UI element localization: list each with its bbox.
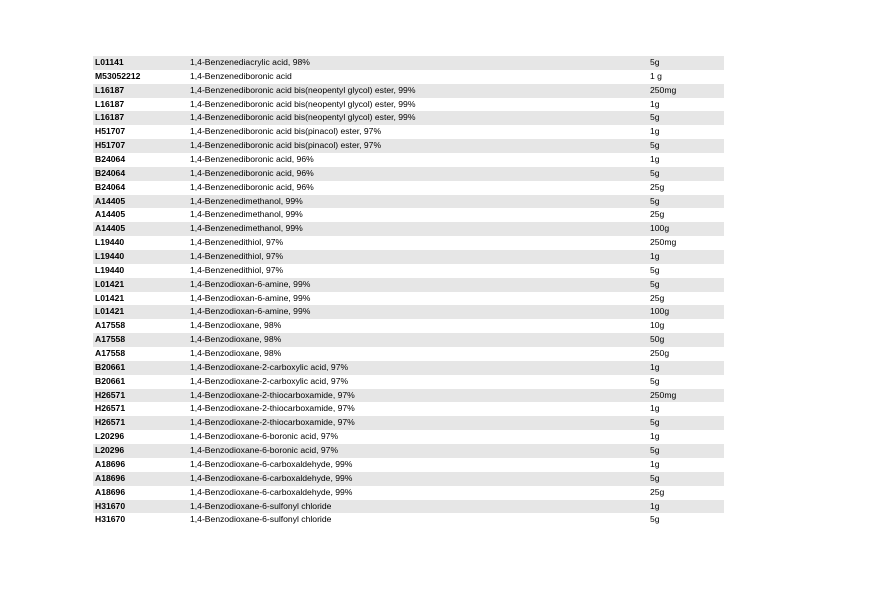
product-name: 1,4-Benzenedimethanol, 99% <box>190 209 303 220</box>
table-row <box>93 208 724 222</box>
pack-size: 250g <box>650 348 670 359</box>
pack-size: 5g <box>650 140 660 151</box>
table-row <box>93 375 724 389</box>
catalog-number: A17558 <box>95 320 126 331</box>
product-name: 1,4-Benzenediacrylic acid, 98% <box>190 57 310 67</box>
pack-size: 250mg <box>650 389 677 400</box>
product-name: 1,4-Benzenediboronic acid bis(neopentyl glycol) ester, 99% <box>190 84 416 95</box>
table-row <box>93 181 724 195</box>
pack-size: 100g <box>650 223 670 234</box>
product-name: 1,4-Benzenedimethanol, 99% <box>190 223 303 234</box>
table-row <box>93 292 724 306</box>
pack-size: 5g <box>650 375 660 386</box>
table-row <box>93 153 724 167</box>
catalog-number: L01421 <box>95 292 125 303</box>
product-name: 1,4-Benzenedimethanol, 99% <box>190 195 303 206</box>
pack-size: 5g <box>650 112 660 123</box>
table-row <box>93 139 724 153</box>
catalog-number: M53052212 <box>95 70 141 81</box>
catalog-number: A17558 <box>95 348 126 359</box>
pack-size: 1g <box>650 500 660 511</box>
pack-size: 1g <box>650 431 660 442</box>
catalog-number: B24064 <box>95 154 126 165</box>
catalog-number: L19440 <box>95 237 125 248</box>
pack-size: 50g <box>650 334 665 345</box>
pack-size: 250mg <box>650 84 677 95</box>
table-row <box>93 513 724 527</box>
table-row <box>93 319 724 333</box>
table-row <box>93 305 724 319</box>
pack-size: 10g <box>650 320 665 331</box>
table-row <box>93 361 724 375</box>
product-name: 1,4-Benzenedithiol, 97% <box>190 237 284 248</box>
catalog-number: B20661 <box>95 375 126 386</box>
product-name: 1,4-Benzodioxane-6-boronic acid, 97% <box>190 445 339 456</box>
catalog-number: B24064 <box>95 181 126 192</box>
pack-size: 100g <box>650 306 670 317</box>
product-name: 1,4-Benzodioxane, 98% <box>190 320 282 331</box>
catalog-number: H31670 <box>95 514 126 525</box>
table-row <box>93 195 724 209</box>
table-row <box>93 430 724 444</box>
pack-size: 1g <box>650 458 660 469</box>
table-row <box>93 444 724 458</box>
pack-size: 25g <box>650 181 665 192</box>
table-row <box>93 486 724 500</box>
pack-size: 1g <box>650 251 660 262</box>
product-name: 1,4-Benzodioxane-6-sulfonyl chloride <box>190 514 332 525</box>
pack-size: 250mg <box>650 237 677 248</box>
catalog-number: B24064 <box>95 167 126 178</box>
product-name: 1,4-Benzodioxane-2-thiocarboxamide, 97% <box>190 417 355 428</box>
catalog-number: A17558 <box>95 334 126 345</box>
product-name: 1,4-Benzodioxane-6-carboxaldehyde, 99% <box>190 472 353 483</box>
catalog-number: L16187 <box>95 98 125 109</box>
table-row <box>93 250 724 264</box>
pack-size: 1g <box>650 126 660 137</box>
product-name: 1,4-Benzenediboronic acid, 96% <box>190 167 314 178</box>
product-name: 1,4-Benzenediboronic acid bis(pinacol) ester, 97% <box>190 126 382 137</box>
catalog-number: L01421 <box>95 278 125 289</box>
catalog-number: L01141 <box>95 57 124 67</box>
catalog-number: A18696 <box>95 472 126 483</box>
product-name: 1,4-Benzenediboronic acid bis(neopentyl glycol) ester, 99% <box>190 112 416 123</box>
product-name: 1,4-Benzodioxan-6-amine, 99% <box>190 292 311 303</box>
product-table <box>93 56 724 527</box>
pack-size: 5g <box>650 445 660 456</box>
product-name: 1,4-Benzodioxane-6-boronic acid, 97% <box>190 431 339 442</box>
catalog-number: A18696 <box>95 458 126 469</box>
catalog-number: H51707 <box>95 140 126 151</box>
table-row <box>93 98 724 112</box>
catalog-number: B20661 <box>95 361 126 372</box>
pack-size: 5g <box>650 417 660 428</box>
table-row <box>93 167 724 181</box>
catalog-number: A18696 <box>95 486 126 497</box>
product-name: 1,4-Benzodioxane-2-thiocarboxamide, 97% <box>190 403 355 414</box>
product-name: 1,4-Benzenedithiol, 97% <box>190 251 284 262</box>
pack-size: 1g <box>650 98 660 109</box>
product-name: 1,4-Benzenediboronic acid bis(neopentyl glycol) ester, 99% <box>190 98 416 109</box>
catalog-number: L19440 <box>95 264 125 275</box>
product-name: 1,4-Benzodioxane, 98% <box>190 334 282 345</box>
catalog-number: L19440 <box>95 251 125 262</box>
table-row <box>93 111 724 125</box>
product-name: 1,4-Benzenediboronic acid bis(pinacol) ester, 97% <box>190 140 382 151</box>
pack-size: 25g <box>650 486 665 497</box>
product-name: 1,4-Benzenedithiol, 97% <box>190 264 284 275</box>
pack-size: 25g <box>650 209 665 220</box>
product-name: 1,4-Benzodioxane-6-carboxaldehyde, 99% <box>190 458 353 469</box>
pack-size: 5g <box>650 195 660 206</box>
catalog-number: L16187 <box>95 84 125 95</box>
product-name: 1,4-Benzenediboronic acid <box>190 70 292 81</box>
catalog-number: H26571 <box>95 389 126 400</box>
catalog-number: L16187 <box>95 112 125 123</box>
product-name: 1,4-Benzodioxan-6-amine, 99% <box>190 278 311 289</box>
table-row <box>93 333 724 347</box>
table-row <box>93 402 724 416</box>
product-name: 1,4-Benzenediboronic acid, 96% <box>190 154 314 165</box>
catalog-number: H26571 <box>95 403 126 414</box>
table-row <box>93 222 724 236</box>
product-name: 1,4-Benzodioxane-6-carboxaldehyde, 99% <box>190 486 353 497</box>
product-name: 1,4-Benzodioxane-2-carboxylic acid, 97% <box>190 361 349 372</box>
pack-size: 1g <box>650 403 660 414</box>
pack-size: 25g <box>650 292 665 303</box>
table-row <box>93 84 724 98</box>
table-row <box>93 125 724 139</box>
table-row <box>93 472 724 486</box>
catalog-number: L20296 <box>95 431 125 442</box>
table-row <box>93 500 724 514</box>
pack-size: 5g <box>650 472 660 483</box>
pack-size: 5g <box>650 264 660 275</box>
pack-size: 5g <box>650 514 660 525</box>
table-row <box>93 56 724 70</box>
catalog-number: H26571 <box>95 417 126 428</box>
product-name: 1,4-Benzodioxane-2-thiocarboxamide, 97% <box>190 389 355 400</box>
product-name: 1,4-Benzodioxane-6-sulfonyl chloride <box>190 500 332 511</box>
product-name: 1,4-Benzodioxane-2-carboxylic acid, 97% <box>190 375 349 386</box>
catalog-number: A14405 <box>95 195 126 206</box>
table-row <box>93 236 724 250</box>
catalog-number: A14405 <box>95 223 126 234</box>
product-name: 1,4-Benzodioxane, 98% <box>190 348 282 359</box>
catalog-number: H51707 <box>95 126 126 137</box>
table-row <box>93 278 724 292</box>
catalog-number: L01421 <box>95 306 125 317</box>
catalog-number: A14405 <box>95 209 126 220</box>
table-row <box>93 264 724 278</box>
table-row <box>93 70 724 84</box>
pack-size: 1g <box>650 361 660 372</box>
table-row <box>93 416 724 430</box>
pack-size: 5g <box>650 278 660 289</box>
catalog-number: H31670 <box>95 500 126 511</box>
table-row <box>93 389 724 403</box>
product-name: 1,4-Benzodioxan-6-amine, 99% <box>190 306 311 317</box>
product-name: 1,4-Benzenediboronic acid, 96% <box>190 181 314 192</box>
pack-size: 5g <box>650 57 660 67</box>
pack-size: 5g <box>650 167 660 178</box>
table-row <box>93 458 724 472</box>
table-row <box>93 347 724 361</box>
pack-size: 1g <box>650 154 660 165</box>
catalog-number: L20296 <box>95 445 125 456</box>
pack-size: 1 g <box>650 70 662 81</box>
